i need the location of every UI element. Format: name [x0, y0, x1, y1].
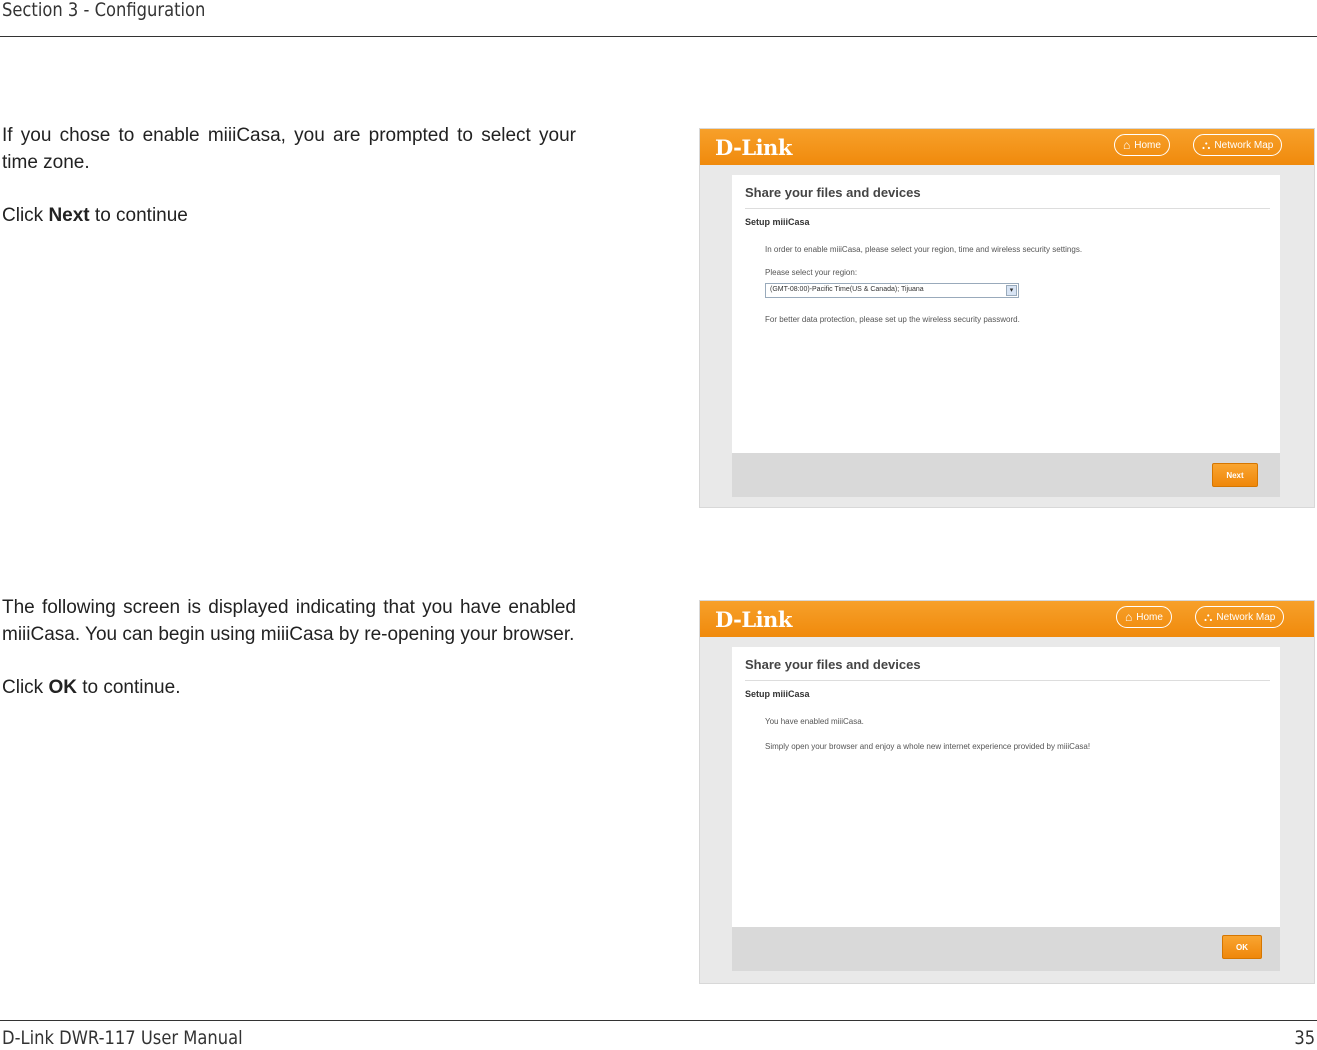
network-icon: ⛬	[1204, 609, 1213, 624]
chevron-down-icon: ▾	[1006, 285, 1017, 296]
page-header	[0, 0, 1317, 37]
security-note: For better data protection, please set up the wireless security password.	[765, 315, 1020, 324]
content-panel	[732, 175, 1280, 453]
section-title: Section 3 - Configuration	[2, 0, 206, 21]
panel-title: Share your files and devices	[745, 657, 921, 672]
panel-footer	[732, 927, 1280, 971]
region-label: Please select your region:	[765, 268, 858, 277]
dlink-logo: D-Link	[715, 135, 792, 160]
panel-subtitle: Setup miiiCasa	[745, 689, 810, 699]
top-bar	[700, 601, 1314, 637]
home-button[interactable]: ⌂ Home	[1114, 134, 1170, 156]
next-button[interactable]: Next	[1212, 463, 1258, 487]
instruction-block-1	[2, 122, 576, 229]
enabled-text: You have enabled miiiCasa.	[765, 717, 864, 726]
next-keyword: Next	[48, 205, 90, 226]
region-select[interactable]: (GMT-08:00)-Pacific Time(US & Canada); Tijuana ▾	[765, 283, 1019, 298]
screenshot-enabled	[699, 600, 1315, 984]
browser-text: Simply open your browser and enjoy a whole new internet experience provided by miiiCasa!	[765, 742, 1091, 751]
page-footer	[0, 1020, 1317, 1050]
ok-keyword: OK	[48, 677, 77, 698]
home-icon: ⌂	[1123, 138, 1131, 152]
panel-footer	[732, 453, 1280, 497]
instruction-block-2	[2, 594, 576, 701]
instruction-click: Click OK to continue.	[2, 677, 181, 698]
ok-button[interactable]: OK	[1222, 935, 1262, 959]
intro-text: In order to enable miiiCasa, please select your region, time and wireless security settings.	[765, 245, 1083, 254]
network-map-button[interactable]: ⛬ Network Map	[1193, 134, 1282, 156]
content-panel	[732, 647, 1280, 927]
manual-title: D-Link DWR-117 User Manual	[2, 1027, 243, 1049]
network-map-button[interactable]: ⛬ Network Map	[1195, 606, 1284, 628]
panel-subtitle: Setup miiiCasa	[745, 217, 810, 227]
instruction-text: If you chose to enable miiiCasa, you are prompted to select your time zone.	[2, 125, 576, 173]
instruction-click: Click Next to continue	[2, 205, 188, 226]
home-icon: ⌂	[1125, 610, 1133, 624]
network-icon: ⛬	[1202, 137, 1211, 152]
panel-title: Share your files and devices	[745, 185, 921, 200]
divider	[745, 680, 1270, 681]
top-bar	[700, 129, 1314, 165]
screenshot-setup-region	[699, 128, 1315, 508]
instruction-text: The following screen is displayed indicating that you have enabled miiiCasa. You can begin using miiiCasa by re-opening your browser.	[2, 597, 576, 645]
page-number: 35	[1294, 1027, 1315, 1049]
dlink-logo: D-Link	[715, 607, 792, 632]
home-button[interactable]: ⌂ Home	[1116, 606, 1172, 628]
divider	[745, 208, 1270, 209]
